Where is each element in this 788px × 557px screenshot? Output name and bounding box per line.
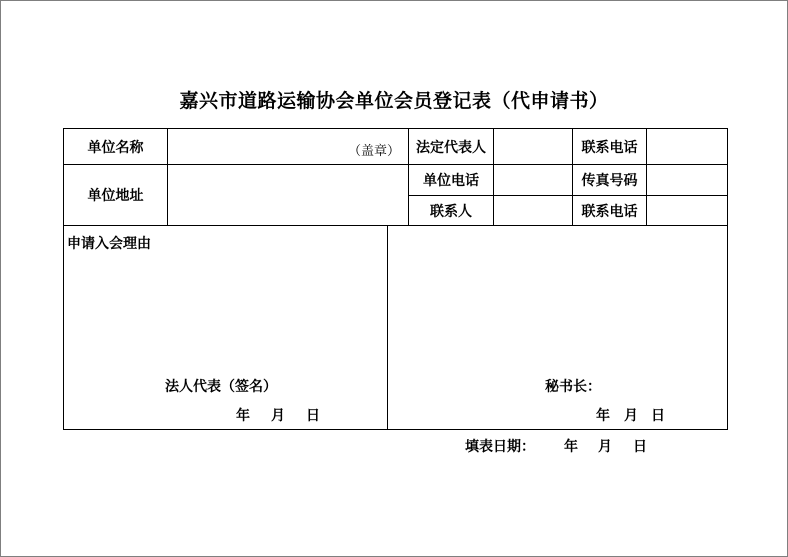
table-border-bottom <box>63 429 728 430</box>
reason-day: 日 <box>306 408 320 424</box>
fax-label: 传真号码 <box>581 173 638 189</box>
legal-rep-field[interactable] <box>494 129 572 164</box>
reason-label: 申请入会理由 <box>67 236 151 252</box>
unit-name-label: 单位名称 <box>87 139 144 156</box>
unit-phone-field[interactable] <box>494 165 572 195</box>
secretary-month: 月 <box>624 408 638 424</box>
legal-sign-label: 法人代表（签名） <box>165 379 277 395</box>
phone-label: 联系电话 <box>581 139 638 156</box>
contact-label: 联系人 <box>430 203 472 220</box>
contact-phone-label: 联系电话 <box>581 203 638 220</box>
reason-year: 年 <box>236 408 250 424</box>
secretary-field[interactable] <box>389 227 726 372</box>
unit-phone-label: 单位电话 <box>423 173 479 189</box>
legal-rep-label: 法定代表人 <box>416 139 486 156</box>
table-row-divider <box>63 225 728 226</box>
reason-month: 月 <box>271 408 285 424</box>
table-col-divider <box>387 225 388 430</box>
fill-date-month: 月 <box>598 439 612 455</box>
contact-phone-field[interactable] <box>647 196 727 225</box>
table-border-right <box>727 128 728 430</box>
form-title: 嘉兴市道路运输协会单位会员登记表（代申请书） <box>179 90 609 112</box>
secretary-year: 年 <box>596 408 610 424</box>
secretary-label: 秘书长： <box>545 379 601 395</box>
fill-date-year: 年 <box>564 439 578 455</box>
reason-field[interactable] <box>64 252 386 372</box>
seal-note: （盖章） <box>348 144 401 159</box>
contact-field[interactable] <box>494 196 572 225</box>
address-field[interactable] <box>168 165 408 225</box>
address-label: 单位地址 <box>87 188 144 204</box>
phone-field[interactable] <box>647 129 727 164</box>
secretary-day: 日 <box>651 408 665 424</box>
fill-date-label: 填表日期： <box>465 439 535 455</box>
fax-field[interactable] <box>647 165 727 195</box>
fill-date-day: 日 <box>633 439 647 455</box>
